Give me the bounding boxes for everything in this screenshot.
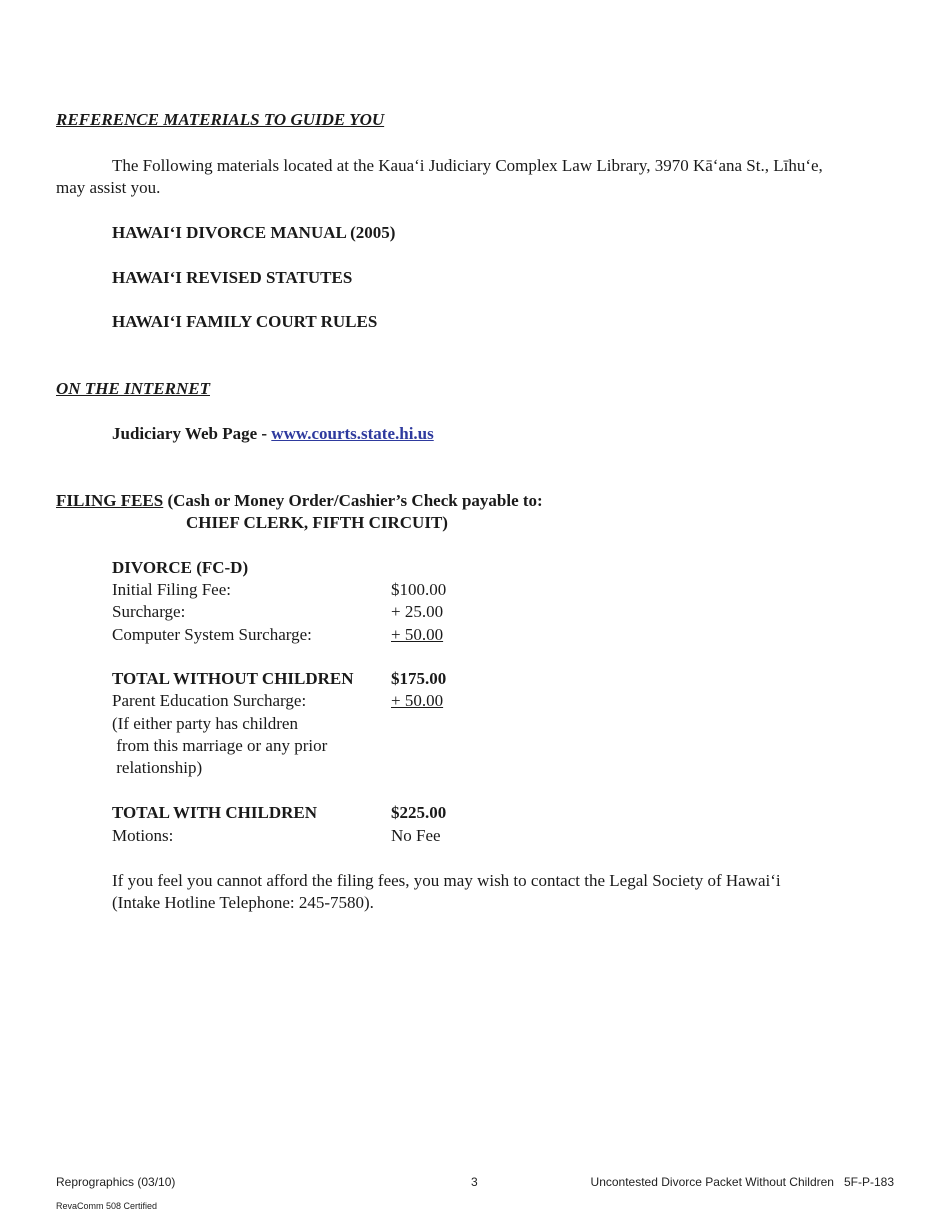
reference-intro-line2: may assist you.: [56, 178, 161, 197]
fees-payable-line2: CHIEF CLERK, FIFTH CIRCUIT): [186, 513, 448, 532]
footer-certified: RevaComm 508 Certified: [56, 1201, 158, 1211]
fee-row-amount: + 25.00: [391, 602, 444, 621]
fees-payable-line1: (Cash or Money Order/Cashier’s Check payable to:: [163, 491, 543, 510]
total-without-amount: $175.00: [391, 669, 447, 688]
internet-heading: ON THE INTERNET: [56, 379, 210, 398]
total-with-label: TOTAL WITH CHILDREN: [112, 803, 318, 822]
footer-reprographics: Reprographics (03/10): [56, 1175, 176, 1189]
fees-heading-line: [56, 490, 543, 512]
fee-row-label: Surcharge:: [112, 602, 186, 621]
fee-row-label: Initial Filing Fee:: [112, 580, 231, 599]
internet-line: [112, 423, 434, 445]
reference-intro-line1: The Following materials located at the Kaua‘i Judiciary Complex Law Library, 3970 Kā‘ana St., Līhu‘e,: [112, 156, 823, 175]
parent-note-line: from this marriage or any prior: [112, 736, 328, 755]
total-without-label: TOTAL WITHOUT CHILDREN: [112, 669, 354, 688]
parent-note-line: (If either party has children: [112, 714, 298, 733]
motions-amount: No Fee: [391, 826, 441, 845]
fee-row-label: Computer System Surcharge:: [112, 625, 312, 644]
reference-item-divorce-manual: HAWAI‘I DIVORCE MANUAL (2005): [112, 223, 396, 242]
footer-page-number: 3: [471, 1175, 478, 1189]
motions-label: Motions:: [112, 826, 174, 845]
judiciary-web-link[interactable]: www.courts.state.hi.us: [271, 424, 434, 443]
parent-note-line: relationship): [112, 758, 203, 777]
reference-item-revised-statutes: HAWAI‘I REVISED STATUTES: [112, 268, 353, 287]
divorce-heading: DIVORCE (FC-D): [112, 558, 249, 577]
afford-line1: If you feel you cannot afford the filing fees, you may wish to contact the Legal Society of Hawai‘i: [112, 871, 781, 890]
afford-line2: (Intake Hotline Telephone: 245-7580).: [112, 893, 374, 912]
total-with-amount: $225.00: [391, 803, 447, 822]
internet-label: Judiciary Web Page -: [112, 424, 272, 443]
reference-item-family-court-rules: HAWAI‘I FAMILY COURT RULES: [112, 312, 378, 331]
parent-ed-label: Parent Education Surcharge:: [112, 691, 307, 710]
fees-heading: FILING FEES: [56, 491, 164, 510]
reference-heading: REFERENCE MATERIALS TO GUIDE YOU: [56, 110, 385, 129]
parent-ed-amount: + 50.00: [391, 691, 444, 710]
footer-document-title: Uncontested Divorce Packet Without Children 5F-P-183: [590, 1175, 894, 1189]
fee-row-amount: + 50.00: [391, 625, 444, 644]
fee-row-amount: $100.00: [391, 580, 447, 599]
